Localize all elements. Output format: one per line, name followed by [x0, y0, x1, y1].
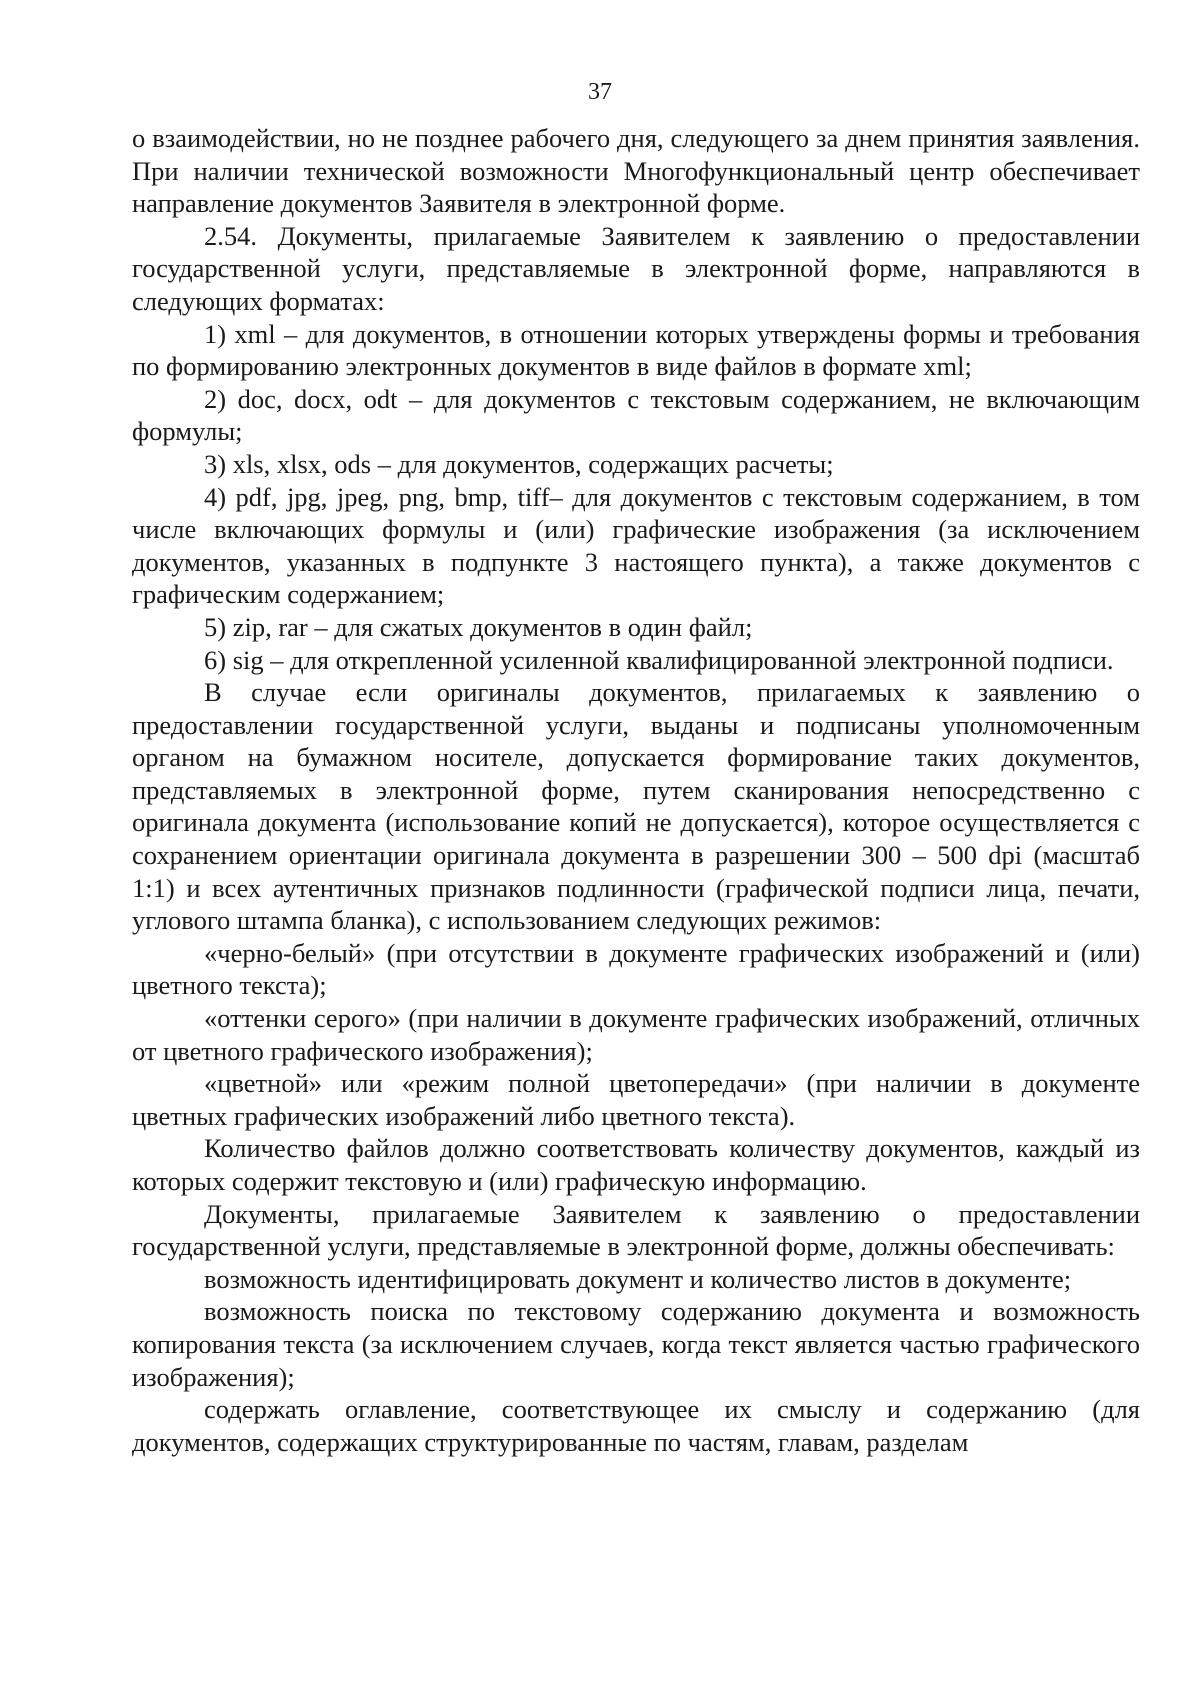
paragraph-requirements: Документы, прилагаемые Заявителем к заявлению о предоставлении государственной услуги, представляемые в электронной форме, должны обеспечивать: — [132, 1198, 1140, 1262]
list-item-xml: 1) xml – для документов, в отношении которых утверждены формы и требования по формированию электронных документов в виде файлов в формате xml; — [132, 318, 1140, 382]
requirement-search: возможность поиска по текстовому содержанию документа и возможность копирования текста (за исключением случаев, когда текст является частью графического изображения); — [132, 1296, 1140, 1392]
list-item-zip: 5) zip, rar – для сжатых документов в один файл; — [204, 611, 753, 642]
paragraph-continuation: о взаимодействии, но не позднее рабочего дня, следующего за днем принятия заявления. При наличии технической возможности Многофункциональный центр обеспечивает направление документов Заявителя в электронной форме. — [132, 123, 1140, 219]
list-item-pdf: 4) pdf, jpg, jpeg, png, bmp, tiff– для документов с текстовым содержанием, в том числе включающих формулы и (или) графические изображения (за исключением документов, указанных в подпункте 3 настоящего пункта), а также документов с графическим содержанием; — [132, 481, 1140, 610]
list-item-xls: 3) xls, xlsx, ods – для документов, содержащих расчеты; — [204, 448, 834, 479]
requirement-toc: содержать оглавление, соответствующее их смыслу и содержанию (для документов, содержащих структурированные по частям, главам, разделам — [132, 1394, 1140, 1457]
paragraph-file-count: Количество файлов должно соответствовать количеству документов, каждый из которых содержит текстовую и (или) графическую информацию. — [132, 1133, 1140, 1196]
mode-grayscale: «оттенки серого» (при наличии в документе графических изображений, отличных от цветного графического изображения); — [132, 1003, 1140, 1066]
paragraph-2-54: 2.54. Документы, прилагаемые Заявителем к заявлению о предоставлении государственной услуги, представляемые в электронной форме, направляются в следующих форматах: — [132, 220, 1140, 316]
requirement-identify: возможность идентифицировать документ и количество листов в документе; — [204, 1263, 1072, 1294]
mode-black-white: «черно-белый» (при отсутствии в документе графических изображений и (или) цветного текста); — [132, 937, 1140, 1001]
paragraph-scanning: В случае если оригиналы документов, прилагаемых к заявлению о предоставлении государственной услуги, выданы и подписаны уполномоченным органом на бумажном носителе, допускается формирование таких документов, представляемых в электронной форме, путем сканирования непосредственно с оригинала документа (использование копий не допускается), которое осуществляется с сохранением ориентации оригинала документа в разрешении 300 – 500 dpi (масштаб 1:1) и всех аутентичных признаков подлинности (графической подписи лица, печати, углового штампа бланка), с использованием следующих режимов: — [132, 677, 1140, 936]
document-body — [132, 122, 1140, 1458]
list-item-sig: 6) sig – для открепленной усиленной квалифицированной электронной подписи. — [204, 644, 1114, 675]
page-number: 37 — [588, 79, 612, 105]
list-item-doc: 2) doc, docx, odt – для документов с текстовым содержанием, не включающим формулы; — [132, 383, 1140, 447]
mode-color: «цветной» или «режим полной цветопередачи» (при наличии в документе цветных графических изображений либо цветного текста). — [132, 1068, 1140, 1131]
